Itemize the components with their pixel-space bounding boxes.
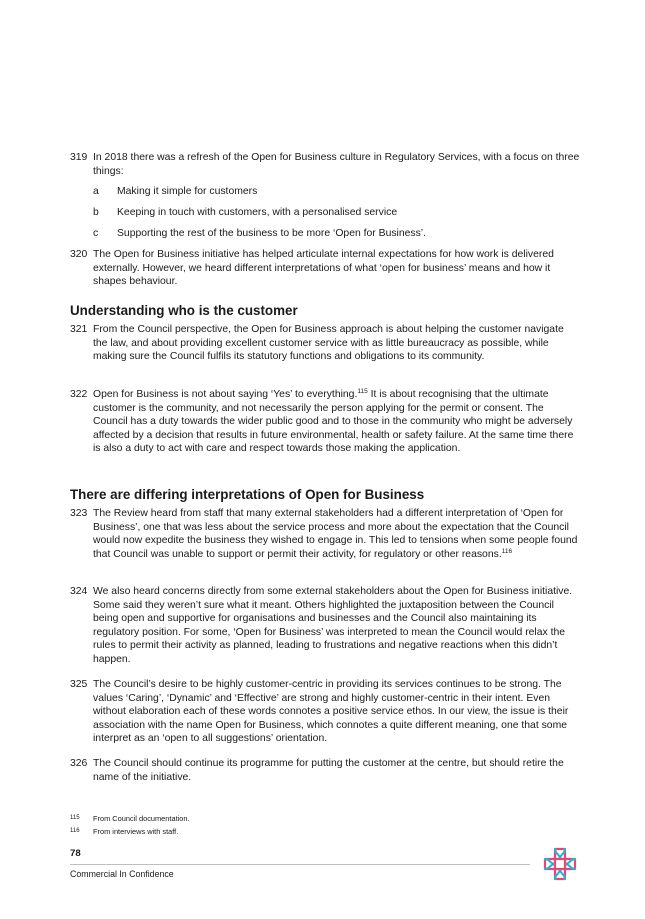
list-text: Making it simple for customers <box>117 186 258 197</box>
paragraph-text: The Council should continue its programme for putting the customer at the centre, but should retire the name of the initiative. <box>93 758 564 783</box>
footnote-116 <box>70 827 470 837</box>
paragraph-323 <box>70 507 580 561</box>
paragraph-text: We also heard concerns directly from some external stakeholders about the Open for Business initiative. Some said they weren’t sure what it meant. Others highlighted the juxtaposition between the Council being open and supportive for organisations and businesses and the Council also maintaining its regulatory position. For some, ‘Open for Business’ was interpreted to mean the Council would relax the rules to permit their activity as planned, leading to frustrations and negative reactions when this didn’t happen. <box>93 586 573 665</box>
footnote-number: 115 <box>70 815 80 821</box>
paragraph-325 <box>70 678 580 746</box>
list-letter: b <box>93 207 99 218</box>
paragraph-text: From the Council perspective, the Open for Business approach is about helping the customer navigate the law, and about providing excellent customer service with as little bureaucracy as possible, while making sure the Council fulfils its statutory functions and obligations to its community. <box>93 324 564 363</box>
footnote-ref[interactable]: 115 <box>357 388 368 395</box>
page-number: 78 <box>70 848 81 859</box>
paragraph-326 <box>70 757 580 784</box>
footnote-ref[interactable]: 116 <box>501 547 513 555</box>
text-segment: Open for Business is not about saying ‘Yes’ to everything. <box>93 389 358 400</box>
section-heading: There are differing interpretations of Open for Business <box>70 487 425 502</box>
paragraph-number: 321 <box>70 324 88 335</box>
section-heading: Understanding who is the customer <box>70 303 298 318</box>
paragraph-number: 319 <box>70 152 88 163</box>
list-item-c <box>93 227 573 241</box>
list-item-a <box>93 185 573 199</box>
paragraph-number: 320 <box>70 249 88 260</box>
paragraph-number: 325 <box>70 679 88 690</box>
footnote-number: 116 <box>70 828 80 834</box>
paragraph-324 <box>70 585 580 667</box>
list-text: Supporting the rest of the business to be more ‘Open for Business’. <box>117 228 427 239</box>
paragraph-319 <box>70 151 580 178</box>
cross-knot-logo-icon <box>542 846 578 882</box>
footnote-text: From interviews with staff. <box>93 827 179 836</box>
footnote-text: From Council documentation. <box>93 814 190 823</box>
text-segment: It is about recognising that the ultimate customer is the community, and not necessarily the person applying for the permit or consent. The Council has a duty towards the wider public good and to those in the community who might be adversely affected by a decision that results in future environmental, health or safety failure. At the same time there is also a duty to act with care and respect towards those making the application. <box>93 389 574 455</box>
paragraph-number: 324 <box>70 586 88 597</box>
paragraph-text <box>93 388 580 456</box>
footer-divider <box>70 864 530 865</box>
paragraph-number: 326 <box>70 758 88 769</box>
list-text: Keeping in touch with customers, with a personalised service <box>117 207 398 218</box>
paragraph-text: The Council’s desire to be highly customer-centric in providing its services continues to be strong. The values ‘Caring’, ‘Dynamic’ and ‘Effective’ are strong and highly customer-centric in their intent. Even without elaboration each of these words connotes a positive service ethos. In our view, the issue is their association with the name Open for Business, which connotes a quite different meaning, one that some interpret as an ‘open to all suggestions’ orientation. <box>93 679 569 745</box>
list-letter: c <box>93 228 99 239</box>
paragraph-321 <box>70 323 580 364</box>
list-item-b <box>93 206 573 220</box>
paragraph-text <box>93 507 580 561</box>
paragraph-322 <box>70 388 580 456</box>
paragraph-text: The Open for Business initiative has helped articulate internal expectations for how work is delivered externally. However, we heard different interpretations of what ‘open for business’ means and how it shapes behaviour. <box>93 249 554 288</box>
text-segment: The Review heard from staff that many external stakeholders had a different interpretation of ‘Open for Business’, one that was less about the service process and more about the expectation that the Council would now expedite the business they wished to engage in. This led to tensions when some people found that Council was unable to support or permit their activity, for regulatory or other reasons. <box>93 508 578 560</box>
paragraph-number: 323 <box>70 508 88 519</box>
paragraph-text: In 2018 there was a refresh of the Open for Business culture in Regulatory Services, with a focus on three things: <box>93 152 580 177</box>
paragraph-number: 322 <box>70 389 88 400</box>
list-letter: a <box>93 186 99 197</box>
classification-label: Commercial In Confidence <box>70 869 174 879</box>
footnote-115 <box>70 814 470 824</box>
paragraph-320 <box>70 248 580 289</box>
